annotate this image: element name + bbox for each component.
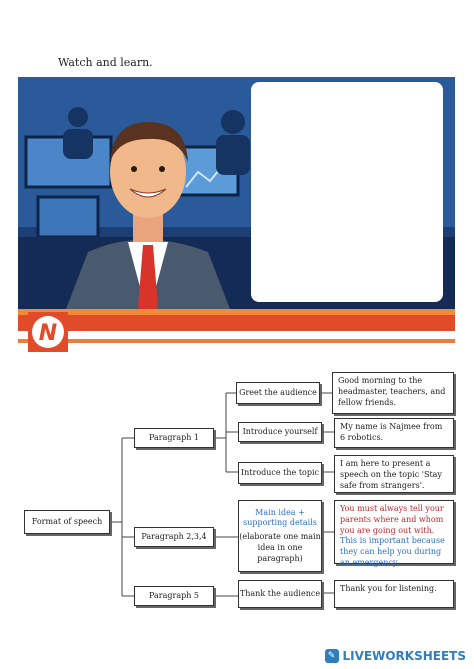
instruction-text: Watch and learn. [58, 56, 153, 69]
main-example-blue-text: This is important because they can help you during an emergency. [340, 536, 445, 567]
introduce-yourself-label: Introduce yourself [242, 426, 318, 436]
greet-audience-label: Greet the audience [239, 387, 317, 397]
thank-example-box [334, 580, 454, 608]
liveworksheets-footer[interactable] [325, 649, 466, 663]
main-idea-label: Main idea + supporting details [243, 507, 317, 528]
main-example-red-text: You must always tell your parents where and whom you are going out with. [340, 504, 444, 535]
paragraph1-box [134, 428, 214, 448]
paragraph234-label: Paragraph 2,3,4 [141, 531, 207, 541]
paragraph5-box [134, 586, 214, 606]
liveworksheets-logo-icon: ✎ [325, 649, 339, 663]
thank-audience-box [238, 580, 322, 608]
greet-example-box [332, 372, 454, 414]
liveworksheets-brand: LIVEWORKSHEETS [342, 649, 466, 663]
introduce-topic-box [238, 462, 322, 484]
introduce-example-text: My name is Najmee from 6 robotics. [340, 422, 443, 442]
thank-audience-label: Thank the audience [239, 588, 321, 598]
greet-audience-box [236, 382, 320, 404]
introduce-example-box [334, 418, 454, 448]
main-idea-box [238, 500, 322, 572]
thank-example-text: Thank you for listening. [340, 584, 437, 593]
news-logo-icon: N [38, 321, 58, 346]
topic-example-box [334, 455, 454, 493]
paragraph5-label: Paragraph 5 [148, 590, 199, 600]
main-example-box [334, 500, 454, 567]
introduce-topic-label: Introduce the topic [240, 467, 320, 477]
topic-example-text: I am here to present a speech on the topic 'Stay safe from strangers'. [340, 459, 442, 490]
format-of-speech-label: Format of speech [31, 516, 103, 526]
paragraph234-box [134, 527, 214, 547]
main-idea-note: (elaborate one main idea in one paragraph) [239, 532, 321, 563]
introduce-yourself-box [238, 422, 322, 442]
greet-example-text: Good morning to the headmaster, teachers, and fellow friends. [338, 376, 446, 407]
format-of-speech-box [24, 510, 110, 534]
paragraph1-label: Paragraph 1 [148, 432, 199, 442]
